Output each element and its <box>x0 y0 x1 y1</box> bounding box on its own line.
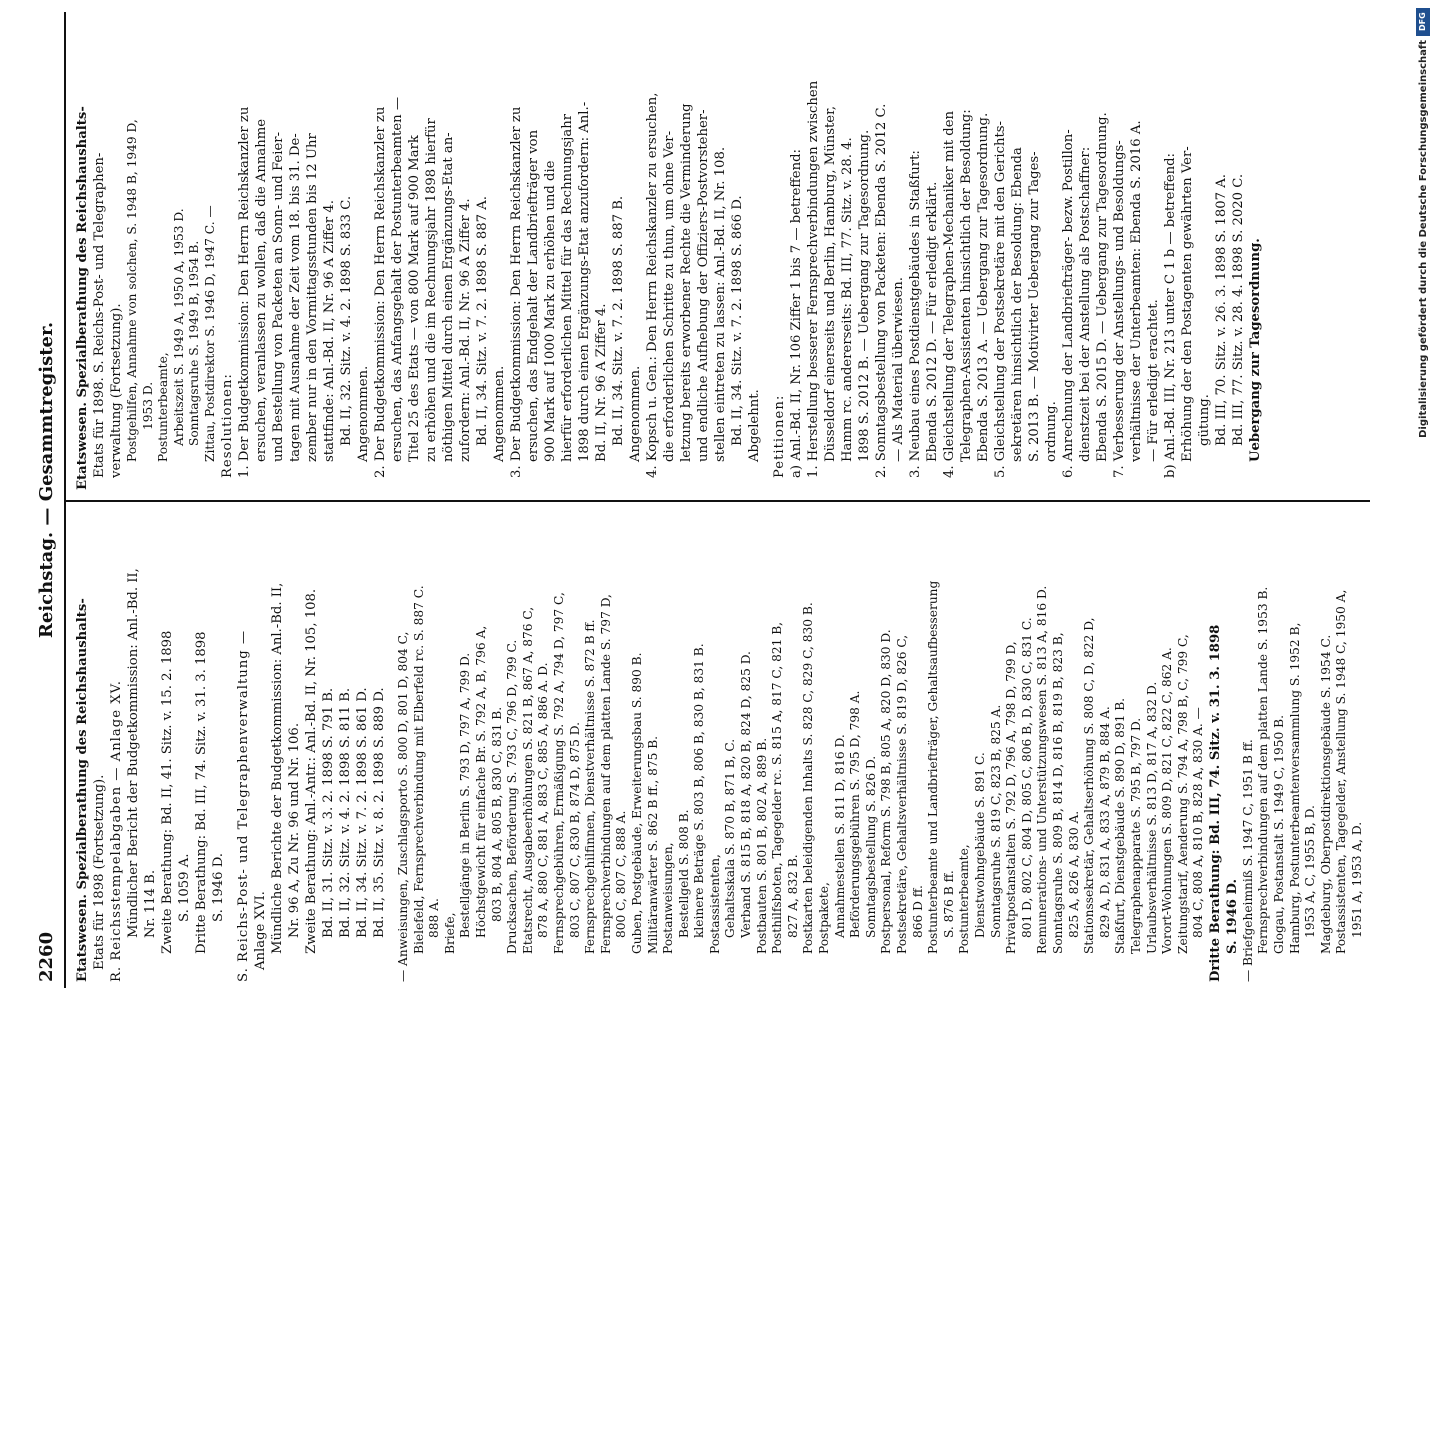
col-line: Vorort-Wohnungen S. 809 D, 821 C, 822 C, 862 A. <box>1160 647 1175 954</box>
col-line: ersuchen, das Anfangsgehalt der Postunterbeamten — <box>389 96 405 462</box>
col-line: Hamm rc. andererseits: Bd. III, 77. Sitz. v. 28. 4. <box>839 137 855 462</box>
col-line: 7. Verbesserung der Anstellungs- und Besoldungs- <box>1111 140 1127 478</box>
col-line: Fernsprechverbindungen auf dem platten Lande S. 797 D, <box>598 594 613 954</box>
spacer <box>763 20 771 490</box>
col-line: a) Anl.-Bd. II, Nr. 106 Ziffer 1 bis 7 — betreffend: <box>788 149 804 478</box>
col-line: hierfür erforderlichen Mittel für das Rechnungsjahr <box>559 114 575 462</box>
col-line: Bielefeld, Fernsprechverbindung mit Elberfeld rc. S. 887 C. <box>411 585 426 954</box>
col-line: Bd. II, 32. Sitz. v. 4. 2. 1898 S. 811 B. <box>338 687 353 938</box>
col-line: Postpersonal, Reform S. 798 B, 805 A, 820 D, 830 D. <box>879 629 894 954</box>
col-line: Angenommen. <box>355 365 371 462</box>
col-line: letzung bereits erworbener Rechte die Verminderung <box>678 103 694 462</box>
col-line: Guben, Postgebäude, Erweiterungsbau S. 890 B. <box>629 652 644 954</box>
col-line: 3. Der Budgetkommission: Den Herrn Reichskanzler zu <box>508 106 524 478</box>
col-line: Militäranwärter S. 862 B ff., 875 B. <box>645 735 660 954</box>
col-line: Titel 25 des Etats — von 800 Mark auf 900 Mark <box>406 135 422 462</box>
col-line: Gehaltsskala S. 870 B, 871 B, C. <box>723 738 738 938</box>
col-line: Zweite Berathung: Anl.-Antr.: Anl.-Bd. II, Nr. 105, 108. <box>304 588 319 954</box>
col-line: 2. Sonntagsbestellung von Packeten: Ebenda S. 2012 C. <box>873 103 889 478</box>
col-line: Mündlicher Bericht der Budgetkommission: Anl.-Bd. II, <box>126 568 141 938</box>
col-line: Postpakete, <box>817 882 832 954</box>
col-line: Urlaubsverhältnisse S. 813 D, 817 A, 832 D. <box>1144 681 1159 954</box>
col-line: Postassistenten, Tagegelder, Anstellung S. 1948 C, 1950 A, <box>1334 589 1349 954</box>
col-line: 804 C, 808 A, 810 B, 828 A, 830 A. — <box>1191 707 1206 938</box>
left-column <box>74 512 1374 982</box>
col-line: Fernsprechverbindungen auf dem platten Lande S. 1953 B. <box>1256 586 1271 954</box>
col-line: Privatpostanstalten S. 792 D, 796 A, 798 D, 799 D, <box>1004 641 1019 954</box>
col-line: nöthigen Mittel durch einen Ergänzungs-Etat an- <box>440 132 456 462</box>
dfg-logo: DFG <box>1416 8 1430 36</box>
col-line: Sonntagsruhe S. 809 B, 814 D, 816 B, 819 B, 823 B, <box>1050 632 1065 954</box>
col-line: 866 D ff. <box>910 885 925 938</box>
col-line: Uebergang zur Tagesordnung. <box>1247 238 1263 462</box>
spacer <box>388 512 396 982</box>
col-line: ordnung. <box>1043 401 1059 462</box>
col-line: stattfinde: Anl.-Bd. II, Nr. 96 A Ziffer 4. <box>321 200 337 462</box>
col-line: Arbeitszeit S. 1949 A, 1950 A, 1953 D. <box>171 208 186 446</box>
col-line: — Briefgeheimniß S. 1947 C, 1951 B ff. <box>1240 739 1255 982</box>
col-line: Sonntagsruhe S. 1949 B, 1954 B. <box>187 240 202 446</box>
col-line: und Bestellung von Packeten an Sonn- und Feier- <box>270 131 286 462</box>
col-line: dienstzeit bei der Anstellung als Postschaffner: <box>1077 146 1093 462</box>
col-line: Remunerations- und Unterstützungswesen S. 813 A, 816 D. <box>1035 585 1050 954</box>
col-line: Etatswesen. Spezialberathung des Reichshaushalts- <box>75 598 90 982</box>
col-line: Beförderungsgebühren S. 795 D, 798 A. <box>848 690 863 938</box>
col-line: Postunterbeamte, <box>957 844 972 954</box>
col-line: Angenommen. <box>627 365 643 462</box>
col-line: verhältnisse der Unterbeamten: Ebenda S. 2016 A. <box>1128 120 1144 462</box>
col-line: und endliche Aufhebung der Offiziers-Postvorsteher- <box>695 109 711 462</box>
col-line: S. 1059 A. <box>177 853 192 922</box>
page-number: 2260 <box>36 931 57 982</box>
col-line: Posthilfsboten, Tagegelder rc. S. 815 A, 817 C, 821 B, <box>770 621 785 954</box>
col-line: Fernsprechgebühren, Ermäßigung S. 792 A, 794 D, 797 C, <box>551 592 566 954</box>
col-line: Etats für 1898. S. Reichs-Post- und Telegraphen- <box>92 152 107 478</box>
col-line: Bestellgeld S. 808 B. <box>676 809 691 938</box>
col-line: 801 D, 802 C, 804 D, 805 C, 806 B, D, 830 C, 831 C. <box>1019 617 1034 938</box>
col-line: zember nur in den Vormittagsstunden bis 12 Uhr <box>304 133 320 462</box>
col-line: Angenommen. <box>491 365 507 462</box>
col-line: ersuchen, veranlassen zu wollen, daß die Annahme <box>253 118 269 462</box>
col-line: 1953 A, C, 1955 B, D. <box>1303 805 1318 938</box>
col-line: 827 A, 832 B. <box>785 854 800 938</box>
running-head: Reichstag. — Gesammtregister. <box>36 321 57 639</box>
col-line: 4. Kopsch u. Gen.: Den Herrn Reichskanzler zu ersuchen, <box>644 92 660 478</box>
col-line: Zeitungstarif, Aenderung S. 794 A, 798 B, C, 799 C, <box>1175 634 1190 954</box>
col-line: S. Reichs-Post- und Telegraphenverwaltung — <box>236 629 251 982</box>
col-line: 803 C, 807 C, 830 B, 874 D, 875 D. <box>567 722 582 938</box>
col-line: Telegraphenapparate S. 795 B, 797 D. <box>1128 717 1143 954</box>
col-line: zufordern: Anl.-Bd. II, Nr. 96 A Ziffer 4. <box>457 198 473 462</box>
col-line: tagen mit Ausnahme der Zeit vom 18. bis 31. De- <box>287 133 303 462</box>
col-line: 800 C, 807 C, 888 A. <box>614 810 629 938</box>
col-line: Bd. III, 70. Sitz. v. 26. 3. 1898 S. 1807 A. <box>1213 174 1229 446</box>
column-divider <box>66 500 1370 502</box>
col-line: Bd. II, 34. Sitz. v. 7. 2. 1898 S. 887 A. <box>474 196 490 446</box>
col-line: Magdeburg, Oberpostdirektionsgebäude S. 1954 C. <box>1318 634 1333 954</box>
col-line: Fernsprechgehilfinnen, Dienstverhältnisse S. 872 B ff. <box>583 619 598 954</box>
digitization-note: Digitalisierung gefördert durch die Deutsche Forschungsgemeinschaft <box>1418 40 1429 438</box>
col-line: 878 A, 880 C, 881 A, 883 C, 885 A, 886 A. D. <box>536 662 551 938</box>
col-line: ersuchen, das Endgehalt der Landbriefträger von <box>525 129 541 462</box>
col-line: Verband S. 815 B, 818 A, 820 B, 824 D, 825 D. <box>739 651 754 938</box>
col-line: Nr. 114 B. <box>143 869 158 938</box>
col-line: Zittau, Postdirektor S. 1946 D, 1947 C. — <box>202 205 217 462</box>
col-line: Drucksachen, Beförderung S. 793 C, 796 D, 799 C. <box>505 639 520 954</box>
col-line: 1953 D. <box>140 381 155 430</box>
col-line: Erhöhung der den Postagenten gewährten Ver- <box>1179 146 1195 462</box>
col-line: Etatswesen. Spezialberathung des Reichshaushalts- <box>75 106 90 490</box>
col-line: sekretären hinsichtlich der Besoldung: Ebenda <box>1009 147 1025 462</box>
col-line: Etatsrecht, Ausgabeerhöhungen S. 821 B, 867 A, 876 C, <box>520 606 535 954</box>
col-line: Ebenda S. 2012 D. — Für erledigt erklärt. <box>924 181 940 462</box>
col-line: 888 A. <box>427 898 442 938</box>
col-line: Postkarten beleidigenden Inhalts S. 828 C, 829 C, 830 B. <box>801 602 816 954</box>
col-line: Bd. II, Nr. 96 A Ziffer 4. <box>593 303 609 462</box>
spacer <box>227 512 235 982</box>
col-line: 1951 A, 1953 A, D. <box>1350 821 1365 938</box>
col-line: Nr. 96 A, Zu Nr. 96 und Nr. 106. <box>287 722 302 938</box>
col-line: verwaltung (Fortsetzung). <box>109 303 124 478</box>
col-line: S. 2013 B. — Motivirter Uebergang zur Tages- <box>1026 151 1042 462</box>
col-line: 803 B, 804 A, 805 B, 830 C, 831 B. <box>489 706 504 922</box>
col-line: 3. Neubau eines Postdienstgebäudes in Staßfurt: <box>907 150 923 478</box>
col-line: Düsseldorf einerseits und Berlin, Hamburg, Münster, <box>822 105 838 462</box>
col-line: Postunterbeamte, <box>156 352 171 462</box>
col-line: Dritte Berathung: Bd. III, 74. Sitz. v. 31. 3. 1898 <box>194 631 209 954</box>
col-line: Bd. II, 34. Sitz. v. 7. 2. 1898 S. 866 D. <box>729 195 745 446</box>
col-line: Briefe, <box>442 912 457 954</box>
col-line: 2. Der Budgetkommission: Den Herrn Reichskanzler zu <box>372 106 388 478</box>
col-line: Telegraphen-Assistenten hinsichtlich der Besoldung: <box>958 109 974 462</box>
col-line: Hamburg, Postunterbeamtenversammlung S. 1952 B, <box>1287 622 1302 954</box>
col-line: R. Reichsstempelabgaben — Anlage XV. <box>109 679 124 982</box>
col-line: Staßfurt, Dienstgebäude S. 890 D, 891 B. <box>1113 697 1128 954</box>
col-line: Bd. II, 35. Sitz. v. 8. 2. 1898 S. 889 D. <box>372 687 387 938</box>
col-line: Zweite Berathung: Bd. II, 41. Sitz. v. 15. 2. 1898 <box>160 630 175 954</box>
col-line: die erforderlichen Schritte zu thun, um ohne Ver- <box>661 130 677 462</box>
col-line: Dienstwohngebäude S. 891 C. <box>972 752 987 938</box>
col-line: Etats für 1898 (Fortsetzung). <box>92 774 107 970</box>
col-line: b) Anl.-Bd. III, Nr. 213 unter C 1 b — betreffend: <box>1162 153 1178 478</box>
col-line: Petitionen: <box>771 394 787 478</box>
col-line: Dritte Berathung: Bd. III, 74. Sitz. v. 31. 3. 1898 <box>1207 624 1223 982</box>
col-line: Ebenda S. 2015 D. — Uebergang zur Tagesordnung. <box>1094 112 1110 462</box>
col-line: stellen eintreten zu lassen: Anl.-Bd. II, Nr. 108. <box>712 146 728 462</box>
col-line: Postsekretäre, Gehaltsverhältnisse S. 819 D, 826 C, <box>895 634 909 954</box>
col-line: Bd. II, 32. Sitz. v. 4. 2. 1898 S. 833 C. <box>338 195 354 446</box>
col-line: Postgehilfen, Annahme von solchen, S. 1948 B, 1949 D, <box>125 119 139 462</box>
col-line: Bestellgänge in Berlin S. 793 D, 797 A, 799 D. <box>458 652 473 938</box>
col-line: Abgelehnt. <box>746 389 762 462</box>
col-line: Postbauten S. 801 B, 802 A, 889 B. <box>754 737 769 954</box>
col-line: 825 A, 826 A, 830 A. <box>1066 810 1081 938</box>
col-line: 1. Herstellung besserer Fernsprechverbindungen zwischen <box>805 80 821 478</box>
col-line: — Anweisungen, Zuschlagsporto S. 800 D, 801 D, 804 C, <box>396 631 410 982</box>
col-line: Postanweisungen, <box>661 842 676 954</box>
col-line: Anlage XVI. <box>253 891 268 970</box>
col-line: Sonntagsruhe S. 819 C, 823 B, 825 A. <box>988 704 1003 938</box>
col-line: Stationssekretär, Gehaltserhöhung S. 808 C, D, 822 D, <box>1082 617 1097 954</box>
col-line: kleinere Beträge S. 803 B, 806 B, 830 B, 831 B. <box>692 643 707 938</box>
right-column <box>74 20 1374 490</box>
col-line: Resolutionen: <box>219 373 235 478</box>
col-line: 1898 durch einen Ergänzungs-Etat anzufordern: Anl.- <box>576 101 592 462</box>
col-line: 5. Gleichstellung der Postsekretäre mit den Gerichts- <box>992 121 1008 478</box>
col-line: Sonntagsbestellung S. 826 D. <box>863 755 878 938</box>
col-line: Glogau, Postanstalt S. 1949 C, 1950 B. <box>1272 715 1287 954</box>
col-line: S. 876 B ff. <box>941 870 956 938</box>
col-line: Mündliche Berichte der Budgetkommission: Anl.-Bd. II, <box>270 582 285 954</box>
col-line: Postunterbeamte und Landbriefträger, Gehaltsaufbesserung <box>926 580 941 954</box>
col-line: Postassistenten, <box>707 854 722 954</box>
col-line: gütung. <box>1196 394 1212 446</box>
col-line: zu erhöhen und die im Rechnungsjahr 1898 hierfür <box>423 118 439 462</box>
col-line: Bd. III, 77. Sitz. v. 28. 4. 1898 S. 2020 C. <box>1230 173 1246 446</box>
col-line: 6. Anrechnung der Landbriefträger- bezw. Postillon- <box>1060 129 1076 478</box>
col-line: Höchstgewicht für einfache Br. S. 792 A, B, 796 A, <box>473 625 488 938</box>
col-line: 900 Mark auf 1000 Mark zu erhöhen und die <box>542 160 558 462</box>
col-line: 829 A, D, 831 A, 833 A, 879 B, 884 A. <box>1097 706 1112 938</box>
col-line: S. 1946 D. <box>211 853 226 922</box>
col-line: Bd. II, 31. Sitz. v. 3. 2. 1898 S. 791 B. <box>321 687 336 938</box>
col-line: Annahmestellen S. 811 D, 816 D. <box>832 734 847 938</box>
col-line: 1. Der Budgetkommission: Den Herrn Reichskanzler zu <box>236 106 252 478</box>
col-line: Bd. II, 34. Sitz. v. 7. 2. 1898 S. 861 D. <box>355 687 370 938</box>
col-line: — Als Material überwiesen. <box>890 277 906 462</box>
col-line: 1898 S. 2012 B. — Uebergang zur Tagesordnung. <box>856 129 872 462</box>
col-line: Bd. II, 34. Sitz. v. 7. 2. 1898 S. 887 B. <box>610 195 626 446</box>
col-line: 4. Gleichstellung der Telegraphen-Mechaniker mit den <box>941 111 957 478</box>
col-line: Ebenda S. 2013 A. — Uebergang zur Tagesordnung. <box>975 112 991 462</box>
col-line: S. 1946 D. <box>1224 878 1240 954</box>
col-line: — Für erledigt erachtet. <box>1145 299 1161 462</box>
